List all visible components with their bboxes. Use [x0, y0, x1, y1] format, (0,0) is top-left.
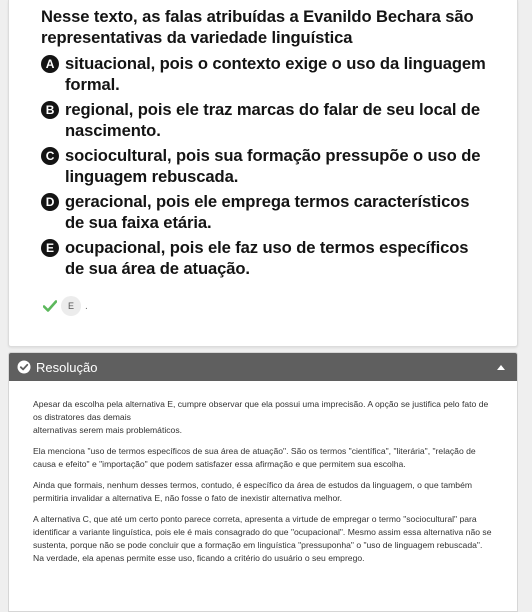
option-d-text: geracional, pois ele emprega termos característicos de sua faixa etária. [65, 192, 470, 232]
check-circle-icon [17, 360, 31, 374]
option-e [41, 237, 491, 279]
option-c-text: sociocultural, pois sua formação pressupõe o uso de linguagem rebuscada. [65, 146, 481, 186]
option-b-letter-icon: B [41, 101, 59, 119]
option-e-letter-icon: E [41, 239, 59, 257]
option-d [41, 191, 491, 233]
question-image [41, 6, 491, 283]
option-e-text: ocupacional, pois ele faz uso de termos específicos de sua área de atuação. [65, 238, 469, 278]
answer-row [43, 296, 88, 316]
question-card [8, 0, 518, 347]
option-c-letter-icon: C [41, 147, 59, 165]
option-a-text: situacional, pois o contexto exige o uso da linguagem formal. [65, 54, 486, 94]
resolution-header[interactable] [9, 353, 517, 381]
option-a-letter-icon: A [41, 55, 59, 73]
answer-suffix: . [85, 300, 88, 312]
resolution-body [9, 381, 517, 565]
question-stem: Nesse texto, as falas atribuídas a Evanildo Bechara são representativas da variedade linguística [41, 7, 474, 47]
option-b [41, 99, 491, 141]
resolution-panel [8, 352, 518, 612]
option-c [41, 145, 491, 187]
caret-up-icon[interactable] [497, 364, 505, 370]
resolution-paragraph: A alternativa C, que até um certo ponto parece correta, apresenta a virtude de empregar o termo "sociocultural" para identificar a variante linguística, pois ele é mais consagrado do que "ocupacional". Mesmo assim essa alternativa não se sustenta, porque não se pode concluir que a formação em linguística "pressuponha" o "uso de linguagem rebuscada". Na verdade, ela apenas permite esse uso, ficando a critério do usuário o seu emprego. [33, 514, 492, 563]
option-d-letter-icon: D [41, 193, 59, 211]
check-icon [43, 300, 57, 312]
resolution-paragraph: Apesar da escolha pela alternativa E, cumpre observar que ela possui uma imprecisão. A opção se justifica pelo fato de os distratores das demais [33, 399, 489, 422]
resolution-paragraph: Ela menciona "uso de termos específicos de sua área de atuação". São os termos "científica", "literária", "relação de causa e efeito" e "importação" que podem satisfazer essa afirmação e que permitem sua escolha. [33, 446, 476, 469]
option-a [41, 53, 491, 95]
resolution-paragraph: alternativas serem mais problemáticos. [33, 425, 183, 435]
resolution-paragraph: Ainda que formais, nenhum desses termos, contudo, é específico da área de estudos da linguagem, o que também permitiria invalidar a alternativa E, não fosse o fato de inexistir alternativa melhor. [33, 480, 473, 503]
resolution-title: Resolução [36, 359, 98, 375]
answer-letter-badge: E [61, 296, 81, 316]
option-b-text: regional, pois ele traz marcas do falar de seu local de nascimento. [65, 100, 481, 140]
